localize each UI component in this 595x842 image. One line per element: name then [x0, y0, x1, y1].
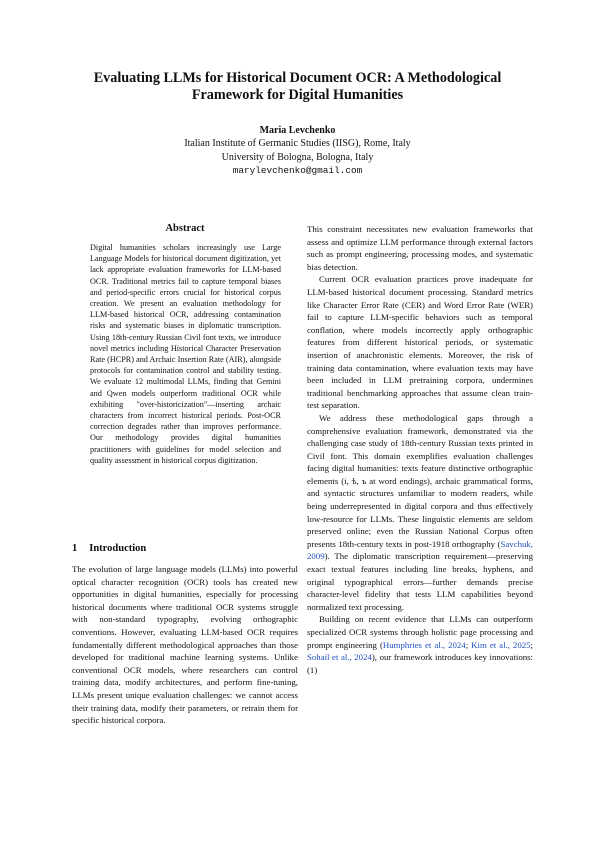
- right-paragraph-1: This constraint necessitates new evaluation frameworks that assess and optimize LLM performance through external factors such as prompt engineering, processing modes, and systematic bias detection.: [307, 224, 533, 272]
- section-heading-introduction: [72, 543, 158, 554]
- paper-title: Evaluating LLMs for Historical Document OCR: A Methodological Framework for Digital Humanities: [93, 70, 502, 103]
- section-number: 1: [72, 543, 78, 554]
- citation-link[interactable]: Sohail et al., 2024: [307, 652, 372, 663]
- paragraph-text: Building on recent evidence that LLMs can outperform specialized OCR systems through holistic page processing and prompt engineering (: [307, 614, 533, 650]
- paragraph-text: ), our framework introduces key innovations: (1): [307, 652, 533, 675]
- right-column: [307, 223, 533, 676]
- abstract-text: Digital humanities scholars increasingly use Large Language Models for historical document digitization, yet lack appropriate evaluation frameworks for LLM-based OCR. Traditional metrics fail to capture temporal biases and period-specific errors crucial for historical corpus creation. We present an evaluation methodology for LLM-based historical OCR, addressing contamination risks and systematic biases in diplomatic transcription. Using 18th-century Russian Civil font texts, we introduce novel metrics including Historical Character Preservation Rate (HCPR) and Archaic Insertion Rate (AIR), alongside protocols for contamination control and stability testing. We evaluate 12 multimodal LLMs, finding that Gemini and Qwen models outperform traditional OCR while exhibiting "over-historicization"—inserting archaic characters from incorrect historical periods. Post-OCR correction degrades rather than improves performance. Our methodology provides digital humanities practitioners with guidelines for model selection and quality assessment in historical corpus digitization.: [90, 243, 281, 465]
- citation-link[interactable]: Kim et al., 2025: [471, 639, 531, 650]
- citation-link[interactable]: Savchuk, 2009: [307, 538, 533, 562]
- left-column: [72, 563, 298, 727]
- author-block: [60, 124, 535, 178]
- citation-link[interactable]: Humphries et al., 2024: [382, 639, 466, 650]
- section-title: Introduction: [89, 543, 147, 554]
- right-paragraph-2: Current OCR evaluation practices prove inadequate for LLM-based historical document processing. Standard metrics like Character Error Rate (CER) and Word Error Rate (WER) fail to capture LLM-specific behaviors such as temporal conflation, where models incorrectly apply orthographic features from different historical periods, or systematic insertion of anachronistic elements. Moreover, the risk of training data contamination, where evaluation texts may have been included in LLM pretraining corpora, undermines traditional benchmarking approaches that assume clean train-test separation.: [307, 274, 533, 411]
- right-paragraph-3: [307, 412, 533, 614]
- author-name: Maria Levchenko: [259, 125, 336, 136]
- author-email[interactable]: marylevchenko@gmail.com: [232, 165, 363, 177]
- author-affiliation-2: University of Bologna, Bologna, Italy: [221, 151, 374, 163]
- abstract-heading: Abstract: [165, 223, 205, 234]
- right-paragraph-4: [307, 613, 533, 676]
- citation-separator: ;: [465, 639, 472, 650]
- paragraph-text: We address these methodological gaps through a comprehensive evaluation framework, demonstrated via the challenging case study of 18th-century Russian texts printed in Civil font. This domain exemplifies evaluation challenges facing digital humanities: texts feature distinctive orthographic elements (і, ѣ, ъ at word endings), archaic grammatical forms, and syntactic structures unfamiliar to modern readers, while being underrepresented in digital corpora and thus effectively low-resource for LLMs. These linguistic elements are seldom preserved online; even the Russian National Corpus often presents 18th-century texts in post-1918 orthography (: [307, 412, 533, 549]
- author-affiliation-1: Italian Institute of Germanic Studies (IISG), Rome, Italy: [184, 138, 411, 150]
- citation-separator: ;: [530, 639, 533, 650]
- paragraph-text: ). The diplomatic transcription requirement—preserving exact textual features including line breaks, hyphens, and original typographical errors—further demands precise character-level fidelity that tests LLM capabilities beyond normalized text processing.: [307, 551, 533, 612]
- intro-paragraph-1: The evolution of large language models (LLMs) into powerful optical character recognition (OCR) tools has created new opportunities in digital humanities, especially for processing historical documents where traditional OCR systems struggle with non-standard typography, evolving orthographic conventions. However, evaluating LLM-based OCR requires fundamentally different methodological approaches than those developed for traditional machine learning systems. Unlike conventional OCR models, where researchers can control training data, modify architectures, and perform fine-tuning, LLMs present unique evaluation challenges: we cannot access their training data, modify their parameters, or retrain them for specific historical corpora.: [72, 564, 298, 726]
